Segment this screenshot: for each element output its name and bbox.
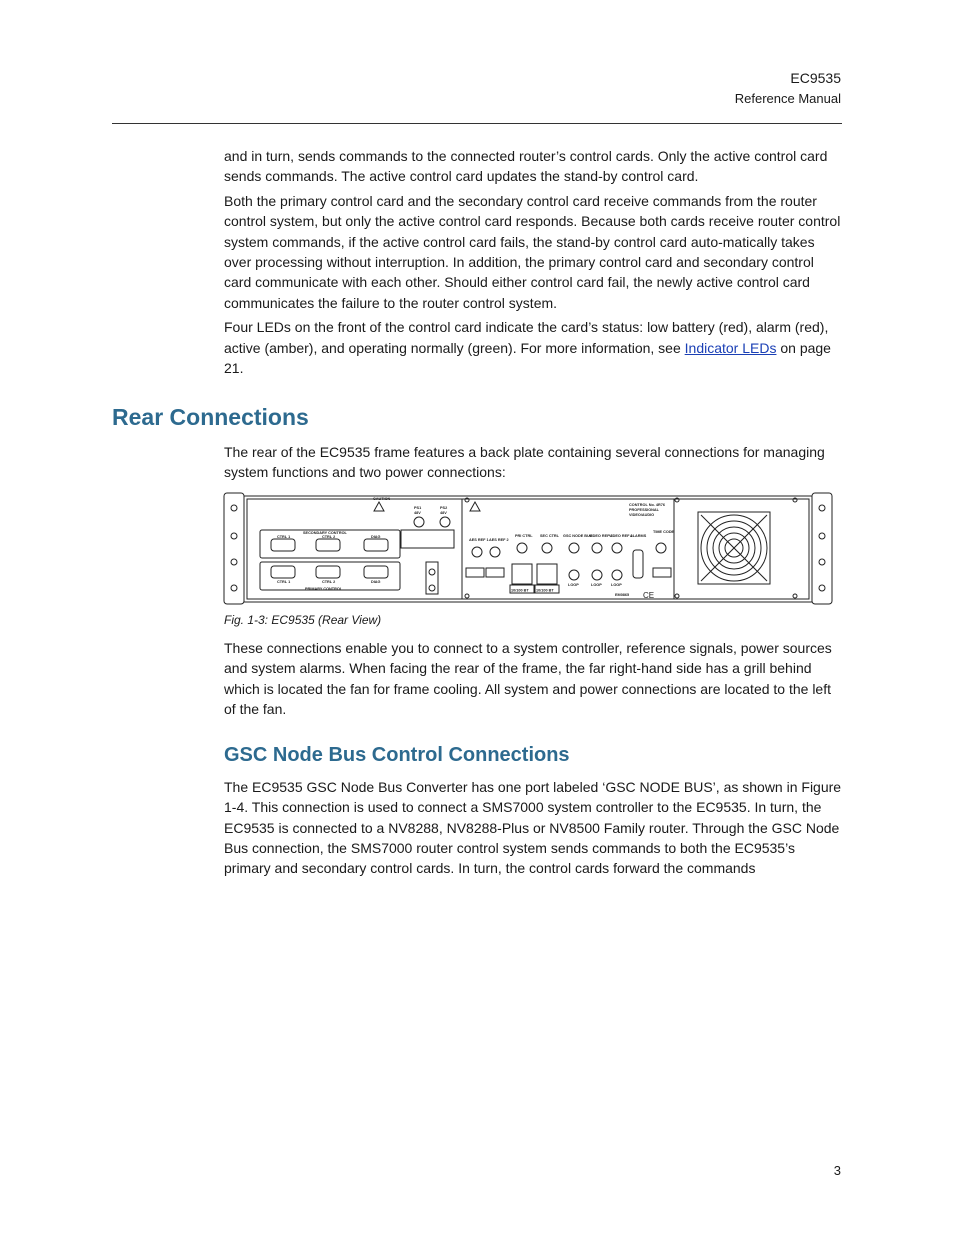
fig-video-ref2-label: VIDEO REF 2 bbox=[609, 534, 633, 538]
fig-sec-ctrl1-label: CTRL 1 bbox=[277, 535, 291, 539]
fig-ps2-label: PS2 bbox=[440, 506, 448, 510]
sec-ethernet-port bbox=[537, 564, 557, 584]
terminal-block-2 bbox=[486, 568, 504, 577]
intro-paragraph-2: Both the primary control card and the secondary control card receive commands from the router control system, but only the active control card responds. Because both cards receive router control system commands, if the active control card fails, the stand-by control card auto-matically takes over processing without interruption. In addition, the primary control card and secondary control card communicate with each other. Should either control card fail, the newly active control card communicates the failure to the router control system. bbox=[224, 193, 841, 311]
fig-port-label-2: 10/100 BT bbox=[536, 588, 554, 593]
fig-sec-ctrl2-label: CTRL 2 bbox=[322, 535, 336, 539]
sec-ctrl-connector bbox=[542, 543, 552, 553]
gsc-node-bus-connector bbox=[569, 543, 579, 553]
sec-diag-port bbox=[364, 539, 388, 551]
fig-loop-label-1: LOOP bbox=[568, 583, 579, 587]
intro-p3-text: Four LEDs on the front of the control card indicate the card’s status: low battery (red), alarm (red), active (amber), and operating normally (green). For more information, see bbox=[224, 319, 829, 356]
fig-ps1-voltage: 48V bbox=[414, 511, 421, 515]
fig-loop-label-2: LOOP bbox=[591, 583, 602, 587]
ps2-connector bbox=[440, 517, 450, 527]
fig-sec-diag-label: DIAG bbox=[371, 535, 381, 539]
fig-pri-ctrl-label: PRI CTRL bbox=[515, 534, 533, 538]
sec-ctrl1-port bbox=[271, 539, 295, 551]
intro-paragraph-3 bbox=[224, 317, 844, 378]
ce-mark: CE bbox=[643, 591, 655, 600]
figure-caption: Fig. 1-3: EC9535 (Rear View) bbox=[224, 613, 382, 627]
page-number: 3 bbox=[833, 1163, 841, 1178]
fig-sec-ctrl-label: SEC CTRL bbox=[540, 534, 559, 538]
aes-ref1-connector bbox=[472, 547, 482, 557]
left-rack-ear bbox=[224, 493, 244, 604]
fig-gsc-node-bus-label: GSC NODE BUS bbox=[563, 534, 593, 538]
fig-control-no-label: CONTROL No. 4R76 bbox=[629, 503, 666, 507]
rear-paragraph-1: The rear of the EC9535 frame features a back plate containing several connections for managing system functions and two power connections: bbox=[224, 444, 825, 481]
pri-ctrl2-port bbox=[316, 566, 340, 578]
header-divider bbox=[112, 123, 842, 124]
gsc-loop-connector bbox=[569, 570, 579, 580]
pri-ethernet-port bbox=[512, 564, 532, 584]
pri-ctrl-connector bbox=[517, 543, 527, 553]
fig-aes-ref1-label: AES REF 1 bbox=[469, 538, 489, 542]
fig-alarms-label: ALARMS bbox=[630, 534, 647, 538]
pri-ctrl1-port bbox=[271, 566, 295, 578]
fig-ps1-label: PS1 bbox=[414, 506, 422, 510]
rear-connections-heading: Rear Connections bbox=[112, 404, 309, 430]
gsc-paragraph-1: The EC9535 GSC Node Bus Converter has one port labeled ‘GSC NODE BUS’, as shown in Figure 1-4. This connection is used to connect a SMS7000 system controller to the EC9535. In turn, the EC9535 is connected to a NV8288, NV8288-Plus or NV8500 Family router. Through the GSC Node Bus connection, the SMS7000 router control system sends commands to both the EC9535’s primary and secondary control cards. In turn, the control cards forward the commands bbox=[224, 779, 842, 877]
fig-port-label-1: 10/100 BT bbox=[511, 588, 529, 593]
fig-video-ref1-label: VIDEO REF 1 bbox=[589, 534, 613, 538]
sec-ctrl2-port bbox=[316, 539, 340, 551]
gsc-node-bus-heading: GSC Node Bus Control Connections bbox=[224, 744, 570, 766]
fig-model-label: EM0865 bbox=[615, 593, 630, 597]
rear-paragraph-2: These connections enable you to connect to a system controller, reference signals, power sources and system alarms. When facing the rear of the frame, the far right-hand side has a grill behind which is located the fan for frame cooling. All system and power connections are located to the left of the fan. bbox=[224, 640, 832, 717]
fig-aes-ref2-label: AES REF 2 bbox=[489, 538, 509, 542]
warning-icon bbox=[470, 502, 480, 511]
ground-terminal bbox=[426, 562, 438, 594]
fig-video-audio-label: VIDEO/AUDIO bbox=[629, 513, 655, 517]
fig-pri-ctrl1-label: CTRL 1 bbox=[277, 580, 291, 584]
video-ref1-connector bbox=[592, 543, 602, 553]
fig-primary-control-label: PRIMARY CONTROL bbox=[305, 587, 343, 591]
terminal-block-1 bbox=[466, 568, 484, 577]
gsc-body-text bbox=[224, 777, 844, 883]
fig-professional-label: PROFESSIONAL bbox=[629, 508, 659, 512]
alarms-port bbox=[633, 550, 643, 578]
fig-loop-label-3: LOOP bbox=[611, 583, 622, 587]
video-ref2-connector bbox=[612, 543, 622, 553]
fig-pri-diag-label: DIAG bbox=[371, 580, 381, 584]
power-plate bbox=[401, 530, 454, 548]
pri-diag-port bbox=[364, 566, 388, 578]
time-code-connector bbox=[656, 543, 666, 553]
fig-pri-ctrl2-label: CTRL 2 bbox=[322, 580, 336, 584]
intro-text bbox=[224, 146, 844, 383]
rear-view-figure bbox=[223, 492, 834, 605]
ps1-connector bbox=[414, 517, 424, 527]
caution-icon bbox=[374, 502, 384, 511]
fig-ps2-voltage: 48V bbox=[440, 511, 447, 515]
header-title: EC9535 bbox=[790, 70, 841, 86]
rear-intro-text bbox=[224, 442, 844, 487]
time-code-terminal bbox=[653, 568, 671, 577]
header-subtitle: Reference Manual bbox=[734, 91, 841, 106]
fig-time-code-label: TIME CODE bbox=[653, 530, 675, 534]
right-rack-ear bbox=[812, 493, 832, 604]
rear-body-text bbox=[224, 638, 844, 724]
intro-paragraph-1: and in turn, sends commands to the connected router’s control cards. Only the active control card sends commands. The active control card updates the stand-by control card. bbox=[224, 148, 828, 185]
aes-ref2-connector bbox=[490, 547, 500, 557]
intro-p3-tail: on page 21. bbox=[224, 339, 831, 376]
video-ref1-loop-connector bbox=[592, 570, 602, 580]
indicator-leds-link[interactable]: Indicator LEDs bbox=[684, 339, 777, 356]
fig-secondary-control-label: SECONDARY CONTROL bbox=[303, 531, 347, 535]
fig-caution-label: CAUTION bbox=[373, 497, 391, 501]
video-ref2-loop-connector bbox=[612, 570, 622, 580]
